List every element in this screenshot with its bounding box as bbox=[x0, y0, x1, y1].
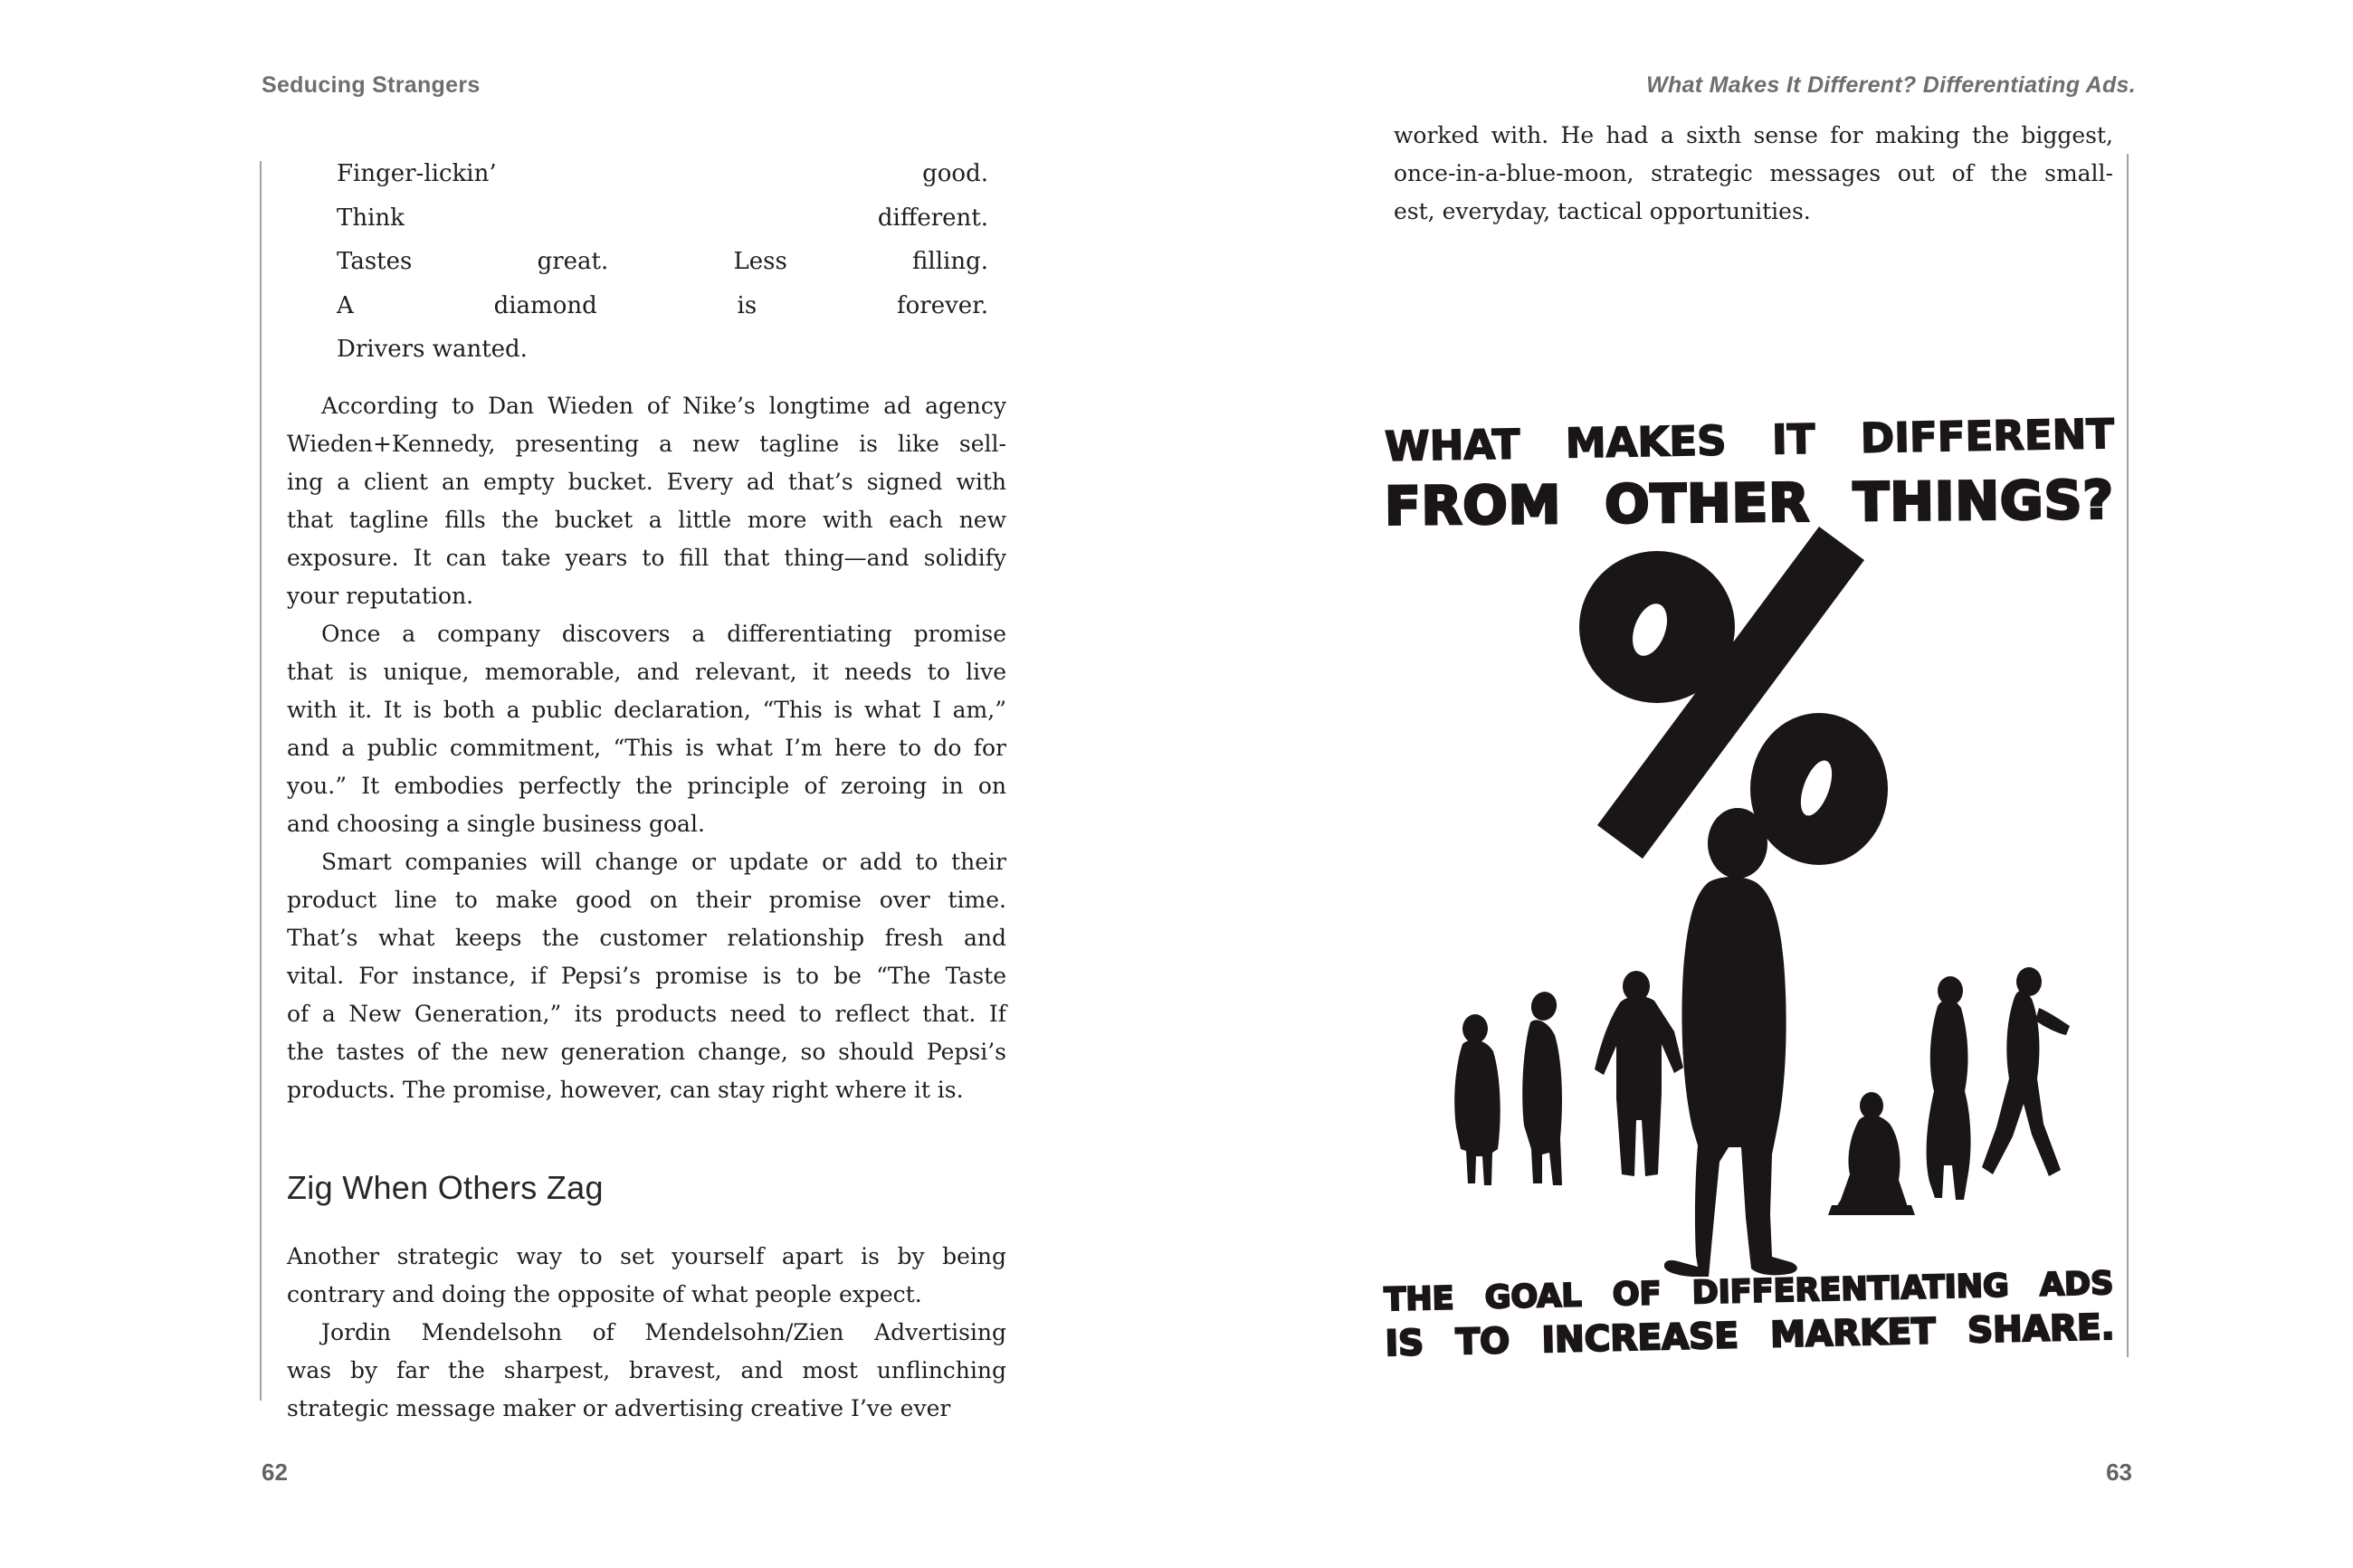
illustration-headline-line2: FROM OTHER THINGS? bbox=[1384, 469, 2115, 537]
text-line: Smart companies will change or update or add to their bbox=[321, 849, 1006, 875]
illustration-caption bbox=[1384, 1266, 2115, 1364]
page-number-left: 62 bbox=[262, 1459, 288, 1486]
percent-crowd-art bbox=[1385, 398, 2118, 1375]
text-line: According to Dan Wieden of Nike’s longtime ad agency bbox=[321, 393, 1006, 419]
walking-person-silhouette bbox=[1982, 967, 2070, 1176]
text-line: and a public commitment, “This is what I’m here to do for bbox=[287, 735, 1006, 761]
text-line: the tastes of the new generation change, so should Pepsi’s bbox=[287, 1039, 1006, 1065]
illustration-headline-line1: WHAT MAKES IT DIFFERENT bbox=[1384, 409, 2115, 471]
text-line: of a New Generation,” its products need to reflect that. If bbox=[287, 1001, 1006, 1027]
paragraph-taglines-bucket bbox=[287, 387, 1006, 615]
text-line: contrary and doing the opposite of what people expect. bbox=[287, 1281, 922, 1307]
text-line: that is unique, memorable, and relevant, it needs to live bbox=[287, 659, 1006, 685]
left-column-rule bbox=[260, 161, 262, 1401]
right-column-rule bbox=[2127, 154, 2129, 1357]
text-line: vital. For instance, if Pepsi’s promise is to be “The Taste bbox=[287, 963, 1006, 989]
text-line: that tagline fills the bucket a little more with each new bbox=[287, 507, 1006, 533]
text-line: once-in-a-blue-moon, strategic messages out of the small- bbox=[1394, 160, 2113, 186]
text-line: products. The promise, however, can stay right where it is. bbox=[287, 1077, 964, 1103]
text-line: est, everyday, tactical opportunities. bbox=[1394, 198, 1811, 224]
text-line: Wieden+Kennedy, presenting a new tagline is like sell- bbox=[287, 431, 1006, 457]
text-line: worked with. He had a sixth sense for making the biggest, bbox=[1394, 122, 2113, 148]
differentiating-ads-illustration bbox=[1385, 398, 2118, 1375]
paragraph-differentiating-promise bbox=[287, 615, 1006, 843]
section-heading-zig-zag: Zig When Others Zag bbox=[287, 1169, 604, 1206]
standing-man-silhouette bbox=[1664, 808, 1797, 1277]
text-line: Tastes great. Less filling. bbox=[337, 248, 988, 275]
page-left bbox=[0, 0, 1176, 1568]
text-line: and choosing a single business goal. bbox=[287, 811, 705, 837]
text-line: your reputation. bbox=[287, 583, 474, 609]
text-line: you.” It embodies perfectly the principle of zeroing in on bbox=[287, 773, 1006, 799]
paragraph-smart-companies bbox=[287, 843, 1006, 1109]
woman-silhouette-2 bbox=[1927, 976, 1971, 1200]
text-line: Jordin Mendelsohn of Mendelsohn/Zien Advertising bbox=[321, 1319, 1006, 1345]
text-line: Think different. bbox=[337, 204, 988, 232]
page-number-right: 63 bbox=[2106, 1459, 2132, 1486]
text-line: Another strategic way to set yourself apart is by being bbox=[287, 1243, 1006, 1269]
text-line: with it. It is both a public declaration, “This is what I am,” bbox=[287, 697, 1006, 723]
seated-person-silhouette bbox=[1828, 1092, 1915, 1215]
paragraph-zig-intro bbox=[287, 1238, 1006, 1314]
running-head-left: Seducing Strangers bbox=[262, 72, 481, 98]
text-line: Once a company discovers a differentiating promise bbox=[321, 621, 1006, 647]
text-line: strategic message maker or advertising creative I’ve ever bbox=[287, 1395, 951, 1421]
text-line: Finger-lickin’ good. bbox=[337, 160, 988, 187]
woman-silhouette-1 bbox=[1454, 1014, 1500, 1185]
text-line: was by far the sharpest, bravest, and most unflinching bbox=[287, 1357, 1006, 1383]
page-right bbox=[1176, 0, 2353, 1568]
text-line: ing a client an empty bucket. Every ad that’s signed with bbox=[287, 469, 1006, 495]
slouching-man-silhouette bbox=[1522, 989, 1562, 1185]
text-line: product line to make good on their promise over time. bbox=[287, 887, 1006, 913]
text-line: exposure. It can take years to fill that thing—and solidify bbox=[287, 545, 1006, 571]
paragraph-jordin-mendelsohn bbox=[287, 1314, 1006, 1428]
hands-on-hips-man-silhouette bbox=[1595, 971, 1683, 1176]
illustration-caption-line1: THE GOAL OF DIFFERENTIATING ADS bbox=[1384, 1265, 2114, 1319]
illustration-caption-line2: IS TO INCREASE MARKET SHARE. bbox=[1385, 1307, 2115, 1365]
running-head-right: What Makes It Different? Differentiating Ads. bbox=[1646, 72, 2136, 98]
text-line: A diamond is forever. bbox=[337, 291, 988, 319]
paragraph-worked-with bbox=[1394, 117, 2113, 231]
text-line: Drivers wanted. bbox=[337, 336, 528, 363]
tagline-list bbox=[337, 152, 988, 372]
text-line: That’s what keeps the customer relationship fresh and bbox=[287, 925, 1006, 951]
